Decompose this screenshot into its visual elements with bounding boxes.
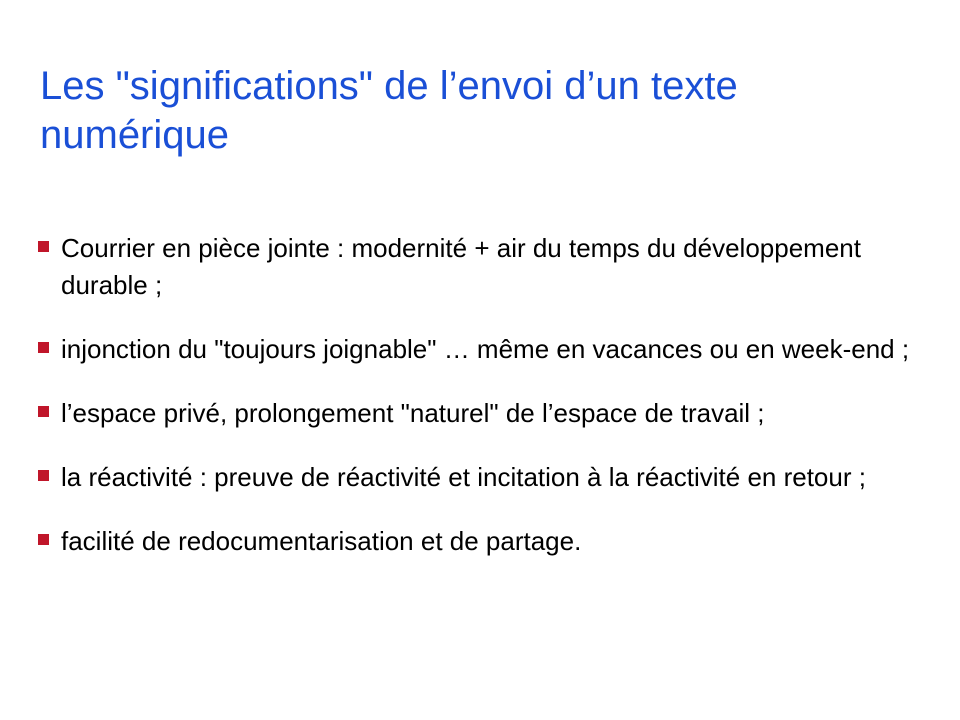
square-bullet-icon xyxy=(38,534,49,545)
bullet-item xyxy=(38,523,928,560)
bullet-list xyxy=(38,230,928,560)
square-bullet-icon xyxy=(38,342,49,353)
bullet-text: injonction du "toujours joignable" … même en vacances ou en week-end ; xyxy=(61,334,910,364)
square-bullet-icon xyxy=(38,406,49,417)
bullet-item xyxy=(38,230,928,304)
bullet-item xyxy=(38,395,928,432)
bullet-text: Courrier en pièce jointe : modernité + air du temps du développement durable ; xyxy=(61,233,861,300)
square-bullet-icon xyxy=(38,470,49,481)
slide-title: Les "significations" de l’envoi d’un texte numérique xyxy=(40,64,738,157)
bullet-item xyxy=(38,459,928,496)
square-bullet-icon xyxy=(38,241,49,252)
bullet-text: la réactivité : preuve de réactivité et incitation à la réactivité en retour ; xyxy=(61,462,866,492)
bullet-text: facilité de redocumentarisation et de partage. xyxy=(61,526,582,556)
bullet-item xyxy=(38,331,928,368)
bullet-text: l’espace privé, prolongement "naturel" de l’espace de travail ; xyxy=(61,398,765,428)
